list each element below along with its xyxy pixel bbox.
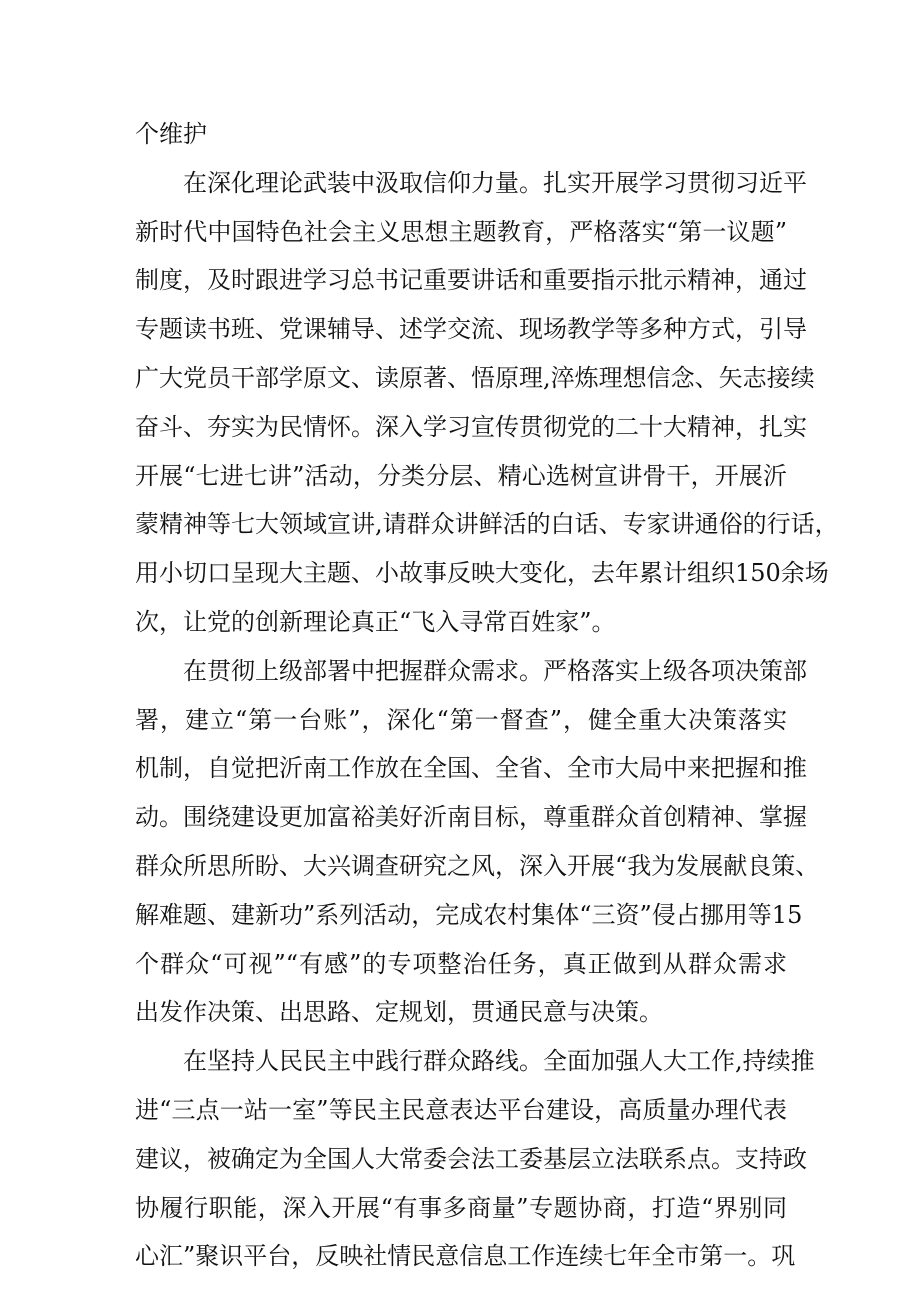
text-line: 用小切口呈现大主题、小故事反映大变化，去年累计组织150余场: [135, 559, 829, 588]
text-line: 出发作决策、出思路、定规划，贯通民意与决策。: [135, 998, 663, 1027]
text-line: 次，让党的创新理论真正“飞入寻常百姓家”。: [135, 607, 616, 636]
text-line: 进“三点一站一室”等民主民意表达平台建设，高质量办理代表: [135, 1095, 787, 1124]
text-line: 广大党员干部学原文、读原著、悟原理,淬炼理想信念、矢志接续: [135, 363, 815, 392]
text-line: 解难题、建新功”系列活动，完成农村集体“三资”侵占挪用等15: [135, 900, 803, 929]
text-line: 专题读书班、党课辅导、述学交流、现场教学等多种方式，引导: [135, 315, 807, 344]
text-line: 群众所思所盼、大兴调查研究之风，深入开展“我为发展献良策、: [135, 851, 820, 880]
text-line: 蒙精神等七大领域宣讲,请群众讲鲜活的白话、专家讲通俗的行话，: [135, 510, 839, 539]
text-line: 机制，自觉把沂南工作放在全国、全省、全市大局中来把握和推: [135, 754, 807, 783]
text-line: 署，建立“第一台账”，深化“第一督查”，健全重大决策落实: [135, 705, 787, 734]
paragraph-first-line: 在坚持人民民主中践行群众路线。全面加强人大工作,持续推: [183, 1047, 815, 1076]
paragraph-first-line: 在贯彻上级部署中把握群众需求。严格落实上级各项决策部: [183, 656, 807, 685]
document-body: [135, 110, 839, 1281]
text-line: 动。围绕建设更加富裕美好沂南目标，尊重群众首创精神、掌握: [135, 803, 807, 832]
text-line: 制度，及时跟进学习总书记重要讲话和重要指示批示精神，通过: [135, 266, 807, 295]
text-line: 新时代中国特色社会主义思想主题教育，严格落实“第一议题”: [135, 217, 787, 246]
text-line: 心汇”聚识平台，反映社情民意信息工作连续七年全市第一。巩: [135, 1242, 796, 1271]
text-line: 个群众“可视”“有感”的专项整治任务，真正做到从群众需求: [135, 949, 787, 978]
text-line: 个维护: [135, 120, 207, 148]
text-line: 建议，被确定为全国人大常委会法工委基层立法联系点。支持政: [135, 1144, 807, 1173]
text-line: 开展“七进七讲”活动，分类分层、精心选树宣讲骨干，开展沂: [135, 461, 787, 490]
paragraph-first-line: 在深化理论武装中汲取信仰力量。扎实开展学习贯彻习近平: [183, 168, 807, 197]
text-line: 奋斗、夯实为民情怀。深入学习宣传贯彻党的二十大精神，扎实: [135, 412, 807, 441]
text-line: 协履行职能，深入开展“有事多商量”专题协商，打造“界别同: [135, 1193, 787, 1222]
